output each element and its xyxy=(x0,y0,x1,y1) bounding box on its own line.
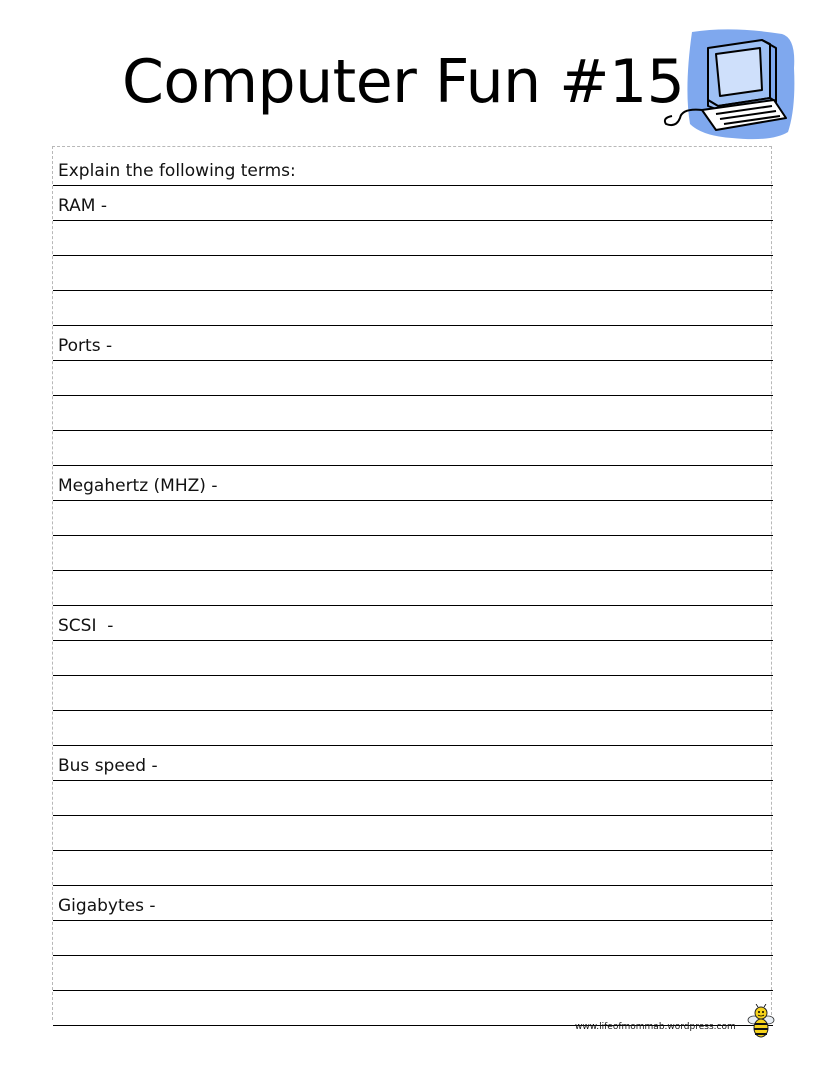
term-row xyxy=(53,746,773,781)
answer-line[interactable] xyxy=(53,781,773,816)
answer-line[interactable] xyxy=(53,431,773,466)
term-label: RAM - xyxy=(58,196,107,216)
term-label: Gigabytes - xyxy=(58,896,156,916)
answer-line[interactable] xyxy=(53,851,773,886)
answer-line[interactable] xyxy=(53,221,773,256)
footer-url: www.lifeofmommab.wordpress.com xyxy=(575,1022,736,1032)
answer-line[interactable] xyxy=(53,921,773,956)
answer-line[interactable] xyxy=(53,711,773,746)
term-row xyxy=(53,326,773,361)
term-row xyxy=(53,186,773,221)
page-title: Computer Fun #15 xyxy=(122,47,685,117)
answer-line[interactable] xyxy=(53,571,773,606)
answer-line[interactable] xyxy=(53,396,773,431)
answer-line[interactable] xyxy=(53,361,773,396)
answer-line[interactable] xyxy=(53,816,773,851)
term-row xyxy=(53,466,773,501)
bee-icon xyxy=(746,1004,776,1040)
term-label: SCSI - xyxy=(58,616,114,636)
term-row xyxy=(53,886,773,921)
term-label: Ports - xyxy=(58,336,113,356)
term-row xyxy=(53,606,773,641)
answer-line[interactable] xyxy=(53,501,773,536)
instructions-row xyxy=(53,147,773,186)
answer-line[interactable] xyxy=(53,676,773,711)
answer-line[interactable] xyxy=(53,291,773,326)
term-label: Megahertz (MHZ) - xyxy=(58,476,218,496)
term-label: Bus speed - xyxy=(58,756,158,776)
answer-line[interactable] xyxy=(53,956,773,991)
instructions-label: Explain the following terms: xyxy=(58,161,296,181)
answer-line[interactable] xyxy=(53,256,773,291)
answer-line[interactable] xyxy=(53,536,773,571)
worksheet-area xyxy=(52,146,772,1020)
computer-icon xyxy=(662,28,796,144)
answer-line[interactable] xyxy=(53,641,773,676)
